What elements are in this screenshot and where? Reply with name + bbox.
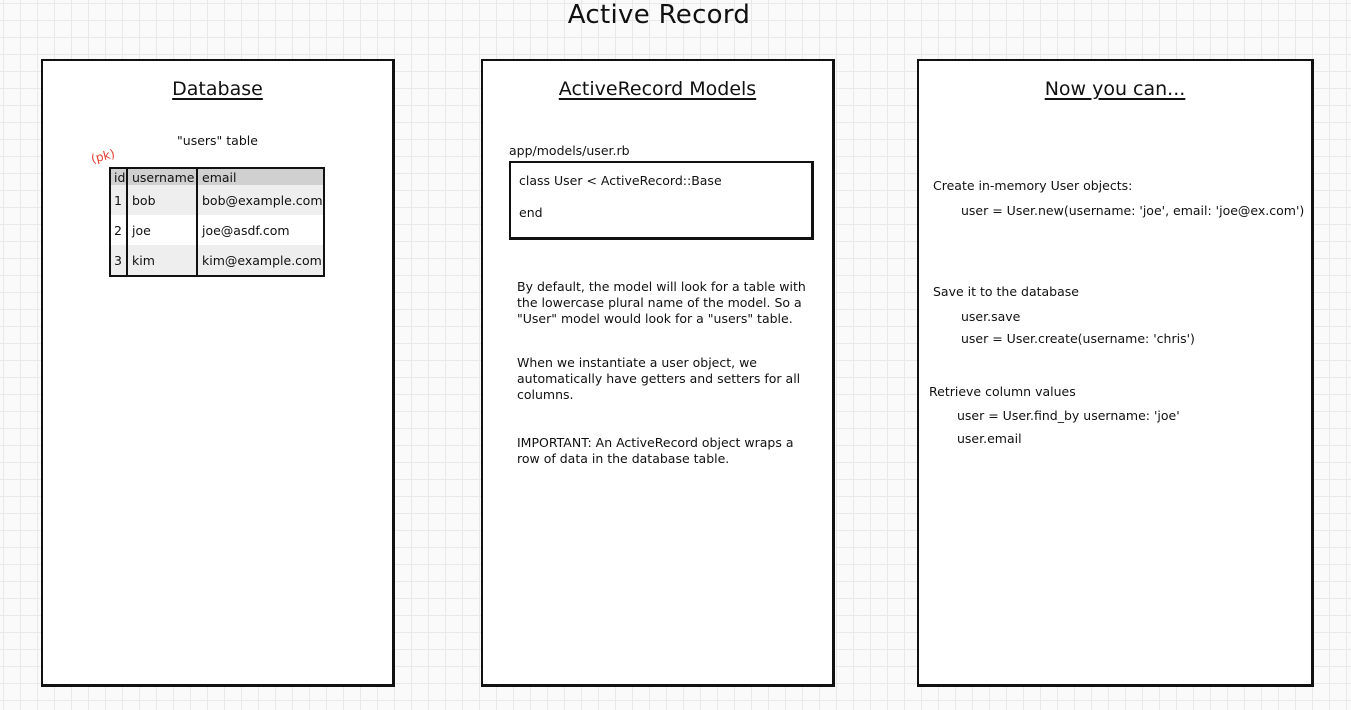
models-heading <box>483 77 832 101</box>
cell-email: kim@example.com <box>202 252 322 268</box>
now-heading-text: Now you can... <box>1044 78 1186 100</box>
code-line-save: user.save <box>961 309 1021 324</box>
cell-id: 3 <box>111 245 128 275</box>
table-row <box>111 245 323 275</box>
section-label-create: Create in-memory User objects: <box>933 178 1133 193</box>
file-path-label: app/models/user.rb <box>509 143 630 158</box>
database-panel <box>41 59 395 687</box>
page-title: Active Record <box>567 0 751 30</box>
description-paragraph: By default, the model will look for a table with the lowercase plural name of the model. So a "User" model would look for a "users" table. <box>517 279 806 326</box>
cell-id: 2 <box>111 215 128 245</box>
now-you-can-panel <box>917 59 1314 687</box>
description-paragraph: When we instantiate a user object, we automatically have getters and setters for all columns. <box>517 355 801 402</box>
database-heading <box>43 77 392 101</box>
table-header-row <box>111 169 323 185</box>
now-heading <box>919 77 1311 101</box>
cell-email: bob@example.com <box>202 192 323 208</box>
cell-username: bob <box>128 185 198 215</box>
models-panel <box>481 59 835 687</box>
cell-id: 1 <box>111 185 128 215</box>
important-note: IMPORTANT: An ActiveRecord object wraps a row of data in the database table. <box>517 435 794 466</box>
cell-email: joe@asdf.com <box>202 222 290 238</box>
table-row <box>111 215 323 245</box>
pk-annotation: (pk) <box>89 146 117 166</box>
section-label-save: Save it to the database <box>933 284 1079 299</box>
models-heading-text: ActiveRecord Models <box>558 78 757 100</box>
code-line-create-user: user = User.create(username: 'chris') <box>961 331 1195 346</box>
code-box <box>509 161 814 240</box>
code-line-create: user = User.new(username: 'joe', email: 'joe@ex.com') <box>961 203 1305 218</box>
section-label-retrieve: Retrieve column values <box>929 384 1076 399</box>
code-line-email: user.email <box>957 431 1022 446</box>
users-table <box>109 167 325 277</box>
cell-username: joe <box>128 215 198 245</box>
table-caption: "users" table <box>177 133 258 148</box>
column-header-id: id <box>111 169 128 185</box>
code-line: class User < ActiveRecord::Base <box>519 173 722 188</box>
database-heading-text: Database <box>172 78 263 100</box>
code-line-find-by: user = User.find_by username: 'joe' <box>957 408 1180 423</box>
code-line: end <box>519 205 543 220</box>
cell-username: kim <box>128 245 198 275</box>
column-header-email: email <box>202 169 237 185</box>
table-row <box>111 185 323 215</box>
column-header-username: username <box>128 169 198 185</box>
